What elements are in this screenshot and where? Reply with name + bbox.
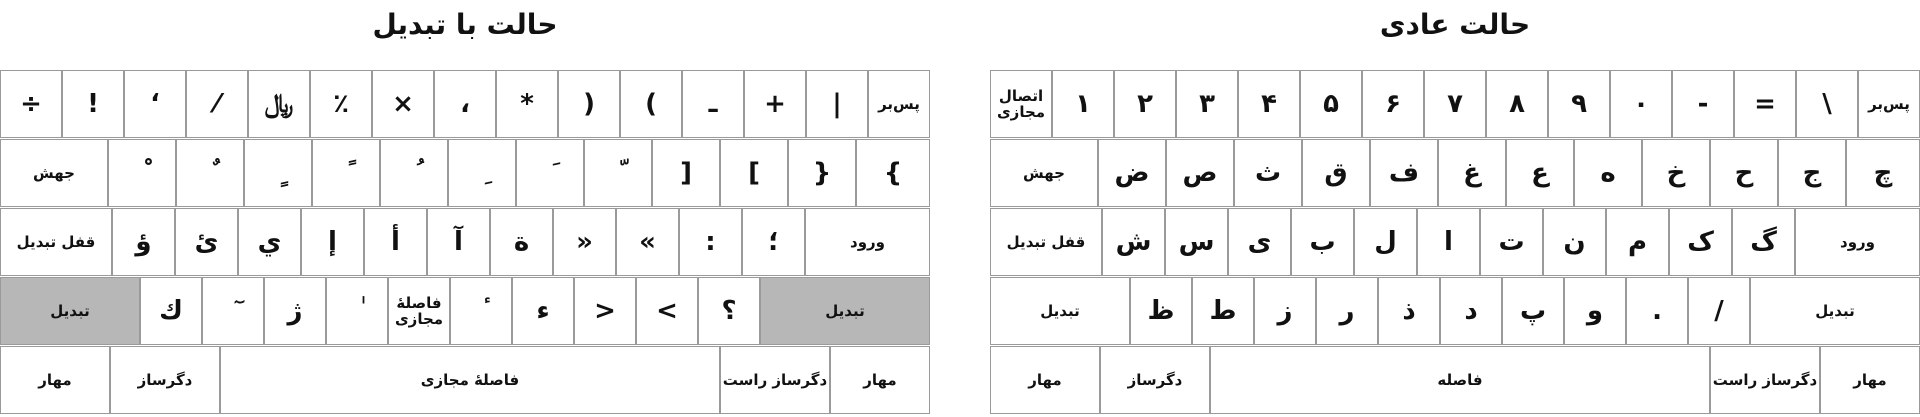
- normal-keyboard-key[interactable]: ه: [1574, 139, 1642, 207]
- shift-keyboard-key[interactable]: دگرساز راست: [720, 346, 830, 414]
- shift-keyboard-key[interactable]: ورود: [805, 208, 930, 276]
- normal-keyboard-key[interactable]: ۰: [1610, 70, 1672, 138]
- shift-keyboard-key[interactable]: [326, 277, 388, 345]
- shift-keyboard-key[interactable]: ٪: [310, 70, 372, 138]
- normal-keyboard-key[interactable]: خ: [1642, 139, 1710, 207]
- shift-keyboard-key[interactable]: دگرساز: [110, 346, 220, 414]
- normal-keyboard-key[interactable]: مهار: [990, 346, 1100, 414]
- normal-keyboard-key[interactable]: ۱: [1052, 70, 1114, 138]
- normal-keyboard-key[interactable]: غ: [1438, 139, 1506, 207]
- normal-keyboard-key[interactable]: ق: [1302, 139, 1370, 207]
- shift-keyboard-key[interactable]: *: [496, 70, 558, 138]
- shift-keyboard: [0, 0, 930, 417]
- normal-keyboard-key[interactable]: ب: [1291, 208, 1354, 276]
- shift-keyboard-key[interactable]: ء: [512, 277, 574, 345]
- normal-keyboard-key[interactable]: ش: [1102, 208, 1165, 276]
- normal-keyboard-key[interactable]: س: [1165, 208, 1228, 276]
- normal-keyboard-key[interactable]: و: [1564, 277, 1626, 345]
- shift-keyboard-key[interactable]: ؛: [742, 208, 805, 276]
- shift-keyboard-key[interactable]: [450, 277, 512, 345]
- normal-keyboard-key[interactable]: تبدیل: [1750, 277, 1920, 345]
- shift-keyboard-title: حالت با تبدیل: [372, 8, 558, 41]
- normal-keyboard-row4: [990, 277, 1920, 347]
- normal-keyboard-key[interactable]: /: [1688, 277, 1750, 345]
- shift-keyboard-key[interactable]: ة: [490, 208, 553, 276]
- shift-keyboard-key[interactable]: ): [620, 70, 682, 138]
- normal-keyboard-key[interactable]: ۷: [1424, 70, 1486, 138]
- normal-keyboard-row3: [990, 208, 1920, 278]
- normal-keyboard-key[interactable]: ض: [1098, 139, 1166, 207]
- normal-keyboard-row5: [990, 346, 1920, 416]
- normal-keyboard-key[interactable]: چ: [1846, 139, 1920, 207]
- normal-keyboard-key[interactable]: ۹: [1548, 70, 1610, 138]
- shift-keyboard-key[interactable]: ÷: [0, 70, 62, 138]
- shift-keyboard-key[interactable]: [176, 139, 244, 207]
- shift-keyboard-row3: [0, 208, 930, 278]
- shift-keyboard-key[interactable]: |: [806, 70, 868, 138]
- normal-keyboard-key[interactable]: فاصله: [1210, 346, 1710, 414]
- normal-keyboard-title: حالت عادی: [1379, 8, 1531, 41]
- normal-keyboard-key[interactable]: .: [1626, 277, 1688, 345]
- shift-keyboard-key[interactable]: جهش: [0, 139, 108, 207]
- normal-keyboard-key[interactable]: پس‌بر: [1858, 70, 1920, 138]
- shift-keyboard-key[interactable]: [312, 139, 380, 207]
- normal-keyboard-key[interactable]: م: [1606, 208, 1669, 276]
- shift-keyboard-key[interactable]: ك: [140, 277, 202, 345]
- shift-keyboard-key[interactable]: ⁄: [186, 70, 248, 138]
- normal-keyboard-key[interactable]: گ: [1732, 208, 1795, 276]
- normal-keyboard-key[interactable]: ل: [1354, 208, 1417, 276]
- normal-keyboard-key[interactable]: ظ: [1130, 277, 1192, 345]
- shift-keyboard-key[interactable]: [380, 139, 448, 207]
- shift-keyboard-key[interactable]: »: [616, 208, 679, 276]
- shift-keyboard-key[interactable]: ،: [434, 70, 496, 138]
- shift-keyboard-key[interactable]: >: [636, 277, 698, 345]
- normal-keyboard-key[interactable]: د: [1440, 277, 1502, 345]
- normal-keyboard-key[interactable]: دگرساز: [1100, 346, 1210, 414]
- shift-keyboard-key[interactable]: تبدیل: [0, 277, 140, 345]
- normal-keyboard-key[interactable]: ت: [1480, 208, 1543, 276]
- normal-keyboard-key[interactable]: ۶: [1362, 70, 1424, 138]
- shift-keyboard-key[interactable]: [108, 139, 176, 207]
- shift-keyboard-key[interactable]: <: [574, 277, 636, 345]
- normal-keyboard-key[interactable]: ا: [1417, 208, 1480, 276]
- normal-keyboard-key[interactable]: مهار: [1820, 346, 1920, 414]
- shift-keyboard-key[interactable]: إ: [301, 208, 364, 276]
- normal-keyboard-key[interactable]: ص: [1166, 139, 1234, 207]
- shift-keyboard-key[interactable]: [516, 139, 584, 207]
- normal-keyboard-key[interactable]: جهش: [990, 139, 1098, 207]
- normal-keyboard-key[interactable]: ۵: [1300, 70, 1362, 138]
- normal-keyboard-key[interactable]: اتصال مجازی: [990, 70, 1052, 138]
- normal-keyboard-key[interactable]: ۸: [1486, 70, 1548, 138]
- shift-keyboard-row5: [0, 346, 930, 416]
- shift-keyboard-key[interactable]: «: [553, 208, 616, 276]
- shift-keyboard-key[interactable]: فاصله‌ٔ مجازی: [220, 346, 720, 414]
- normal-keyboard-key[interactable]: ث: [1234, 139, 1302, 207]
- shift-keyboard-key[interactable]: پس‌بر: [868, 70, 930, 138]
- shift-keyboard-key[interactable]: أ: [364, 208, 427, 276]
- shift-keyboard-key[interactable]: (: [558, 70, 620, 138]
- normal-keyboard-key[interactable]: ۳: [1176, 70, 1238, 138]
- shift-keyboard-key[interactable]: ي: [238, 208, 301, 276]
- normal-keyboard-key[interactable]: ک: [1669, 208, 1732, 276]
- normal-keyboard-row1: [990, 70, 1920, 140]
- shift-keyboard-key[interactable]: {: [788, 139, 856, 207]
- shift-keyboard-key[interactable]: آ: [427, 208, 490, 276]
- normal-keyboard-key[interactable]: ورود: [1795, 208, 1920, 276]
- normal-keyboard-key[interactable]: ز: [1254, 277, 1316, 345]
- shift-keyboard-key[interactable]: ×: [372, 70, 434, 138]
- normal-keyboard-key[interactable]: ر: [1316, 277, 1378, 345]
- shift-keyboard-key[interactable]: ﷼: [248, 70, 310, 138]
- normal-keyboard-key[interactable]: ح: [1710, 139, 1778, 207]
- shift-keyboard-key[interactable]: [202, 277, 264, 345]
- shift-keyboard-key[interactable]: [244, 139, 312, 207]
- shift-keyboard-key[interactable]: [: [652, 139, 720, 207]
- shift-keyboard-row1: [0, 70, 930, 140]
- normal-keyboard-key[interactable]: ج: [1778, 139, 1846, 207]
- shift-keyboard-key[interactable]: ـ: [682, 70, 744, 138]
- normal-keyboard-key[interactable]: ی: [1228, 208, 1291, 276]
- normal-keyboard: [990, 0, 1920, 417]
- shift-keyboard-key[interactable]: قفل تبدیل: [0, 208, 112, 276]
- shift-keyboard-key[interactable]: :: [679, 208, 742, 276]
- shift-keyboard-key[interactable]: }: [856, 139, 930, 207]
- shift-keyboard-key[interactable]: [448, 139, 516, 207]
- normal-keyboard-key[interactable]: تبدیل: [990, 277, 1130, 345]
- normal-keyboard-key[interactable]: ۴: [1238, 70, 1300, 138]
- shift-keyboard-key[interactable]: تبدیل: [760, 277, 930, 345]
- normal-keyboard-key[interactable]: قفل تبدیل: [990, 208, 1102, 276]
- normal-keyboard-key[interactable]: \: [1796, 70, 1858, 138]
- shift-keyboard-key[interactable]: !: [62, 70, 124, 138]
- normal-keyboard-key[interactable]: پ: [1502, 277, 1564, 345]
- shift-keyboard-row4: [0, 277, 930, 347]
- shift-keyboard-key[interactable]: ئ: [175, 208, 238, 276]
- shift-keyboard-key[interactable]: ژ: [264, 277, 326, 345]
- shift-keyboard-key[interactable]: ؤ: [112, 208, 175, 276]
- normal-keyboard-key[interactable]: ذ: [1378, 277, 1440, 345]
- normal-keyboard-key[interactable]: ف: [1370, 139, 1438, 207]
- shift-keyboard-key[interactable]: ‘: [124, 70, 186, 138]
- normal-keyboard-key[interactable]: دگرساز راست: [1710, 346, 1820, 414]
- shift-keyboard-row2: [0, 139, 930, 209]
- shift-keyboard-key[interactable]: مهار: [830, 346, 930, 414]
- normal-keyboard-key[interactable]: ۲: [1114, 70, 1176, 138]
- shift-keyboard-key[interactable]: +: [744, 70, 806, 138]
- shift-keyboard-key[interactable]: ؟: [698, 277, 760, 345]
- normal-keyboard-key[interactable]: ن: [1543, 208, 1606, 276]
- normal-keyboard-row2: [990, 139, 1920, 209]
- normal-keyboard-key[interactable]: ع: [1506, 139, 1574, 207]
- shift-keyboard-key[interactable]: [584, 139, 652, 207]
- normal-keyboard-key[interactable]: =: [1734, 70, 1796, 138]
- shift-keyboard-key[interactable]: ]: [720, 139, 788, 207]
- normal-keyboard-key[interactable]: -: [1672, 70, 1734, 138]
- shift-keyboard-key[interactable]: مهار: [0, 346, 110, 414]
- shift-keyboard-key[interactable]: فاصله‌ٔ مجازی: [388, 277, 450, 345]
- normal-keyboard-key[interactable]: ط: [1192, 277, 1254, 345]
